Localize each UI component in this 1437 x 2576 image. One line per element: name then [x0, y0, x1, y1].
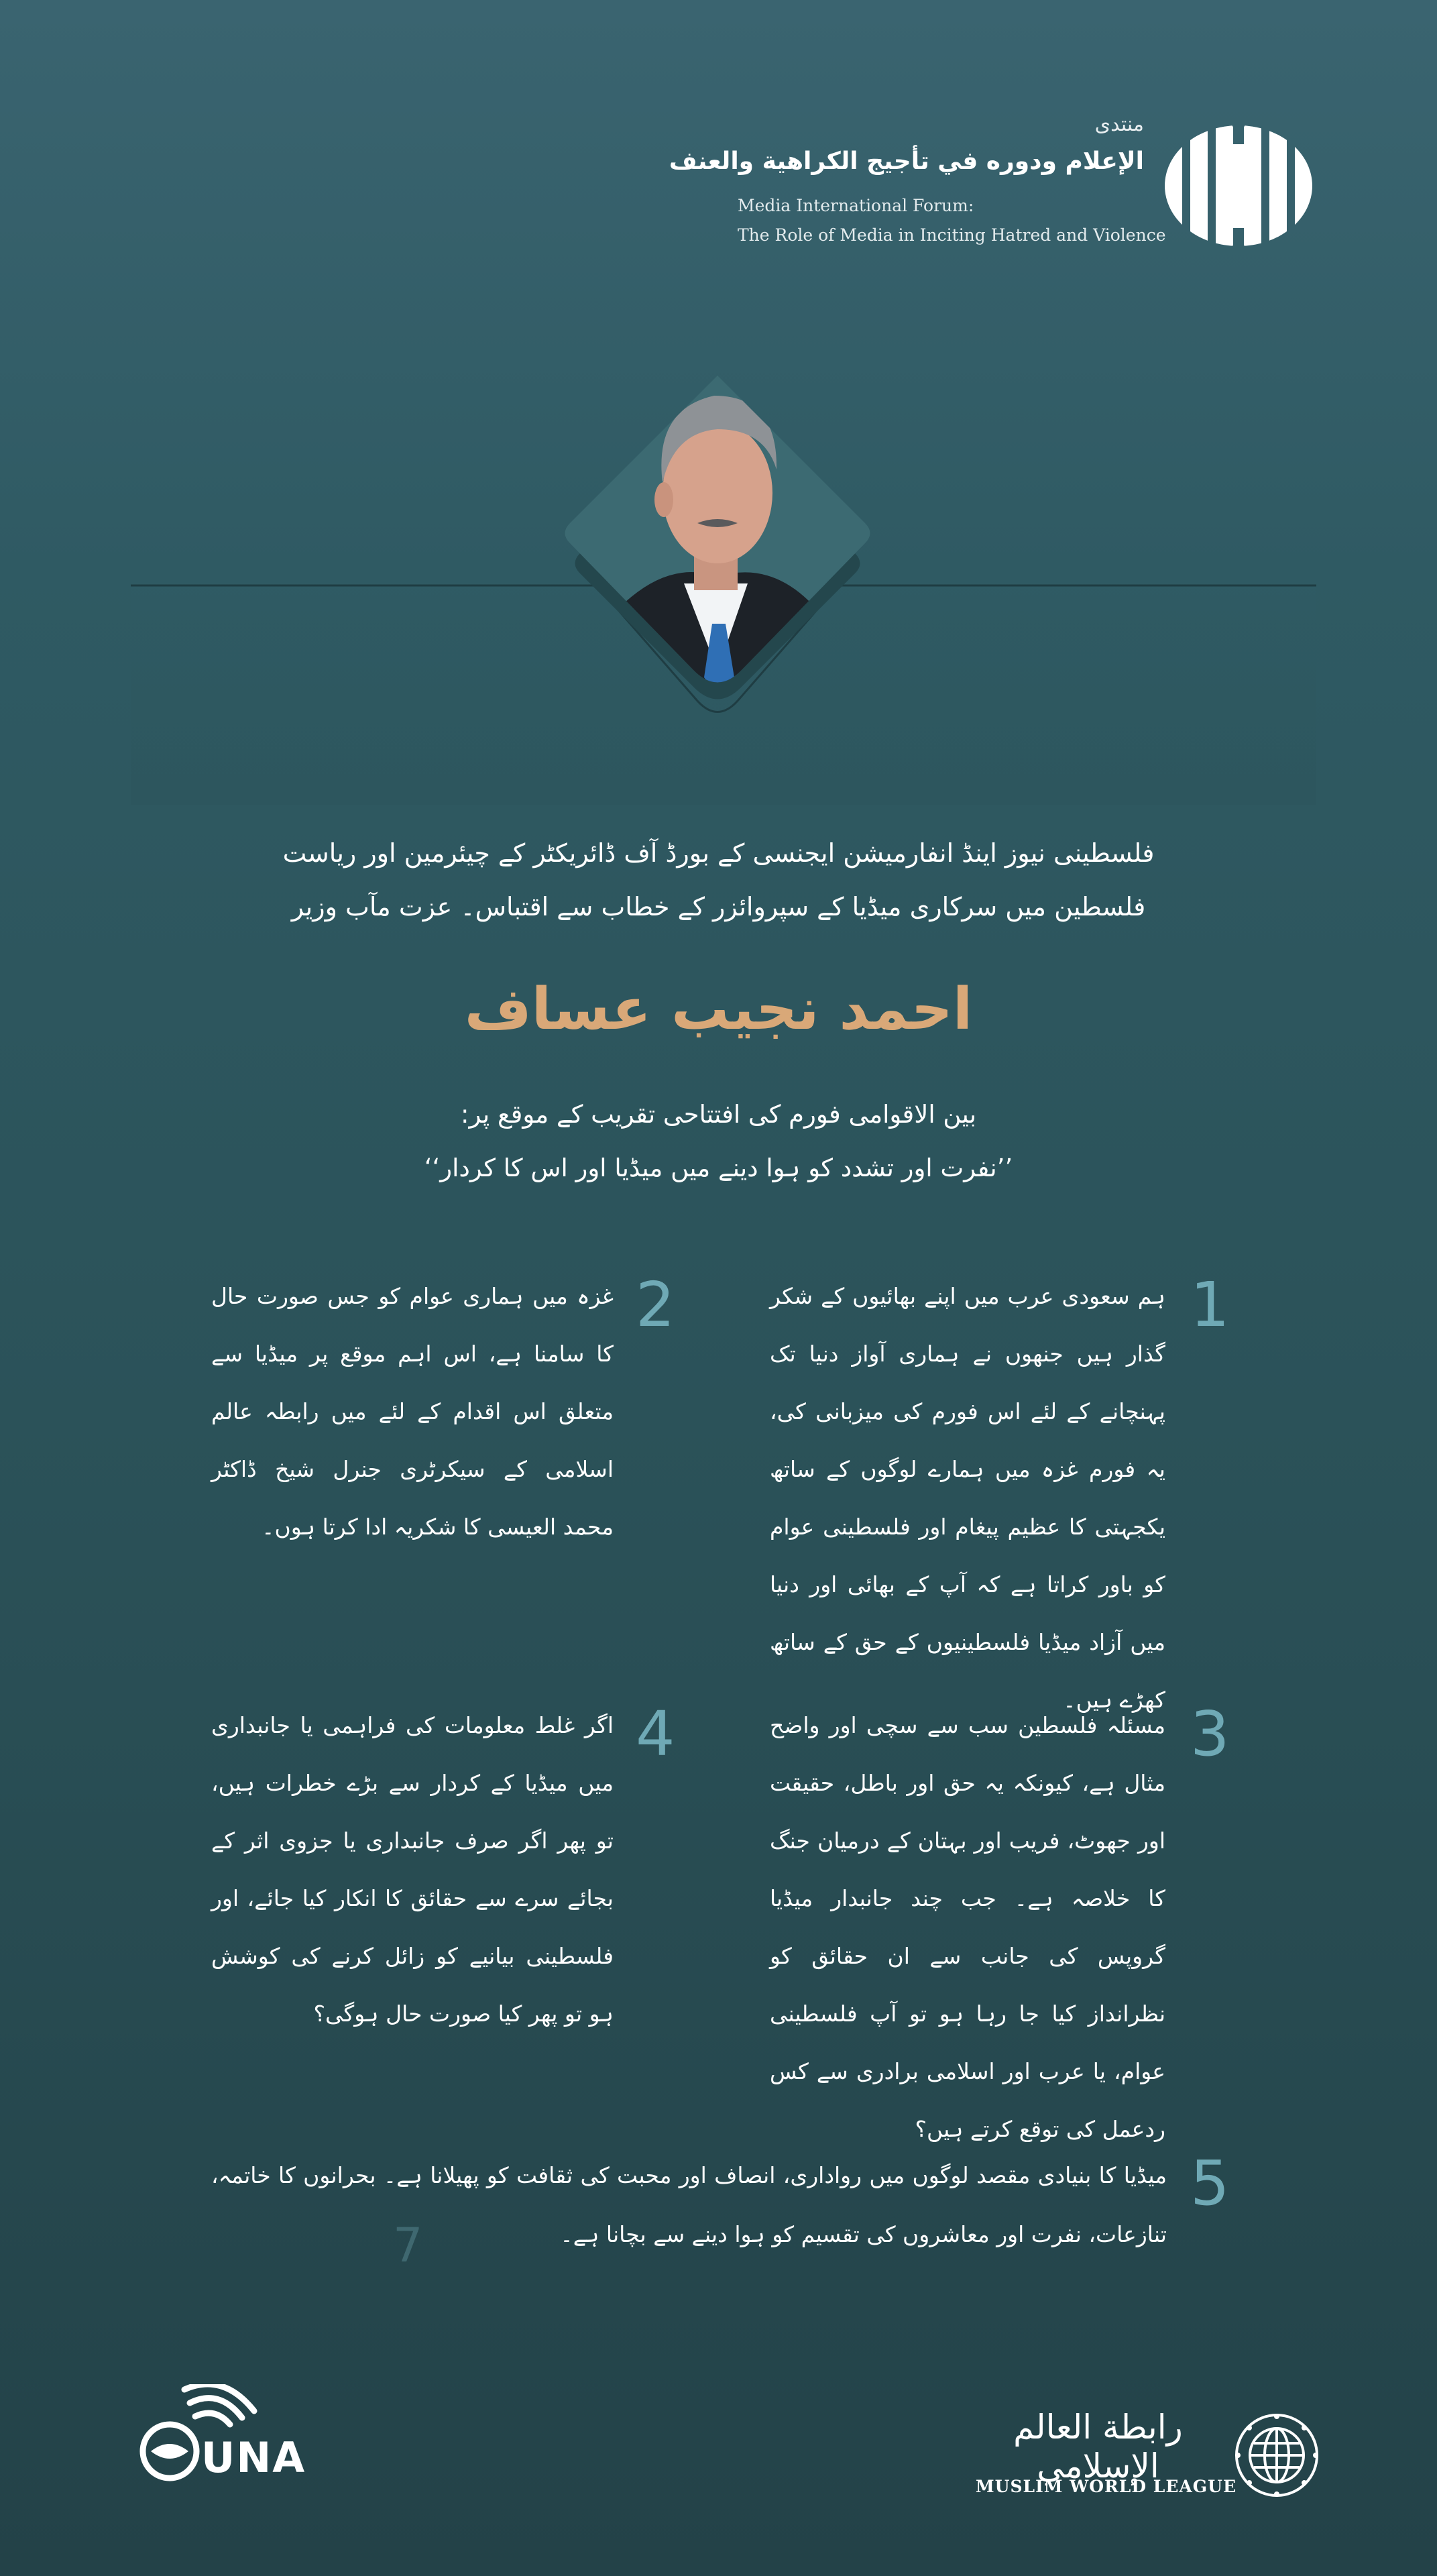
quote-4-number: 4	[636, 1698, 675, 1770]
quote-3-number: 3	[1190, 1698, 1230, 1770]
intro-line-2: فلسطین میں سرکاری میڈیا کے سپروائزر کے خطاب سے اقتباس۔ عزت مآب وزیر	[291, 892, 1146, 921]
occasion-line-2: ’’نفرت اور تشدد کو ہوا دینے میں میڈیا اور اس کا کردار‘‘	[424, 1154, 1013, 1182]
quote-2-number: 2	[636, 1269, 675, 1341]
forum-title-ar: الإعلام ودوره في تأجيج الكراهية والعنف	[669, 148, 1144, 175]
speaker-name: احمد نجیب عساف	[464, 976, 973, 1043]
mwl-name-en: MUSLIM WORLD LEAGUE	[976, 2477, 1237, 2496]
mwl-name-ar: رابطة العالم الإسلامي	[1013, 2408, 1183, 2485]
forum-title-en-line1: Media International Forum:	[738, 196, 974, 215]
quote-5-number: 5	[1190, 2147, 1230, 2219]
forum-label-ar: منتدى	[1094, 113, 1144, 136]
quote-3-text: مسئلہ فلسطین سب سے سچی اور واضح مثال ہے، کیونکہ یہ حق اور باطل، حقیقت اور جھوٹ، فریب اور بہتان کے درمیان جنگ کا خلاصہ ہے۔ جب چند جانبدار میڈیا گروپس کی جانب سے ان حقائق کو نظرانداز کیا جا رہا ہو تو آپ فلسطینی عوام، یا عرب اور اسلامی برادری سے کس ردعمل کی توقع کرتے ہیں؟	[770, 1712, 1165, 2142]
faded-number: 7	[393, 2218, 423, 2273]
quote-1-text: ہم سعودی عرب میں اپنے بھائیوں کے شکر گذار ہیں جنھوں نے ہماری آواز دنیا تک پہنچانے کے لئے اس فورم کی میزبانی کی، یہ فورم غزہ میں ہمارے لوگوں کے ساتھ یکجہتی کا عظیم پیغام اور فلسطینی عوام کو باور کراتا ہے کہ آپ کے بھائی اور دنیا میں آزاد میڈیا فلسطینیوں کے حق کے ساتھ کھڑے ہیں۔	[770, 1283, 1165, 1713]
occasion-line-1: بین الاقوامی فورم کی افتتاحی تقریب کے موقع پر:	[461, 1100, 976, 1129]
quote-2-text: غزہ میں ہماری عوام کو جس صورت حال کا سامنا ہے، اس اہم موقع پر میڈیا سے متعلق اس اقدام کے لئے میں رابطہ عالم اسلامی کے سیکرٹری جنرل شیخ ڈاکٹر محمد العیسی کا شکریہ ادا کرتا ہوں۔	[211, 1283, 614, 1540]
mwl-emblem-icon	[1232, 2411, 1321, 2500]
portrait-frame-lines	[0, 0, 1437, 805]
quote-4-text: اگر غلط معلومات کی فراہمی یا جانبداری میں میڈیا کے کردار سے بڑے خطرات ہیں، تو پھر اگر صرف جانبداری یا جزوی اثر کے بجائے سرے سے حقائق کا انکار کیا جائے، اور فلسطینی بیانیے کو زائل کرنے کی کوشش ہو تو پھر کیا صورت حال ہوگی؟	[211, 1712, 614, 2027]
intro-line-1: فلسطینی نیوز اینڈ انفارمیشن ایجنسی کے بورڈ آف ڈائریکٹر کے چیئرمین اور ریاست	[282, 838, 1155, 868]
quote-1-number: 1	[1190, 1269, 1230, 1341]
forum-title-en-line2: The Role of Media in Inciting Hatred and Violence	[738, 225, 1166, 245]
quote-5-text: میڈیا کا بنیادی مقصد لوگوں میں رواداری، انصاف اور محبت کی ثقافت کو پھیلانا ہے۔ بحرانوں کا خاتمہ، تنازعات، نفرت اور معاشروں کی تقسیم کو ہوا دینے سے بچانا ہے۔	[211, 2162, 1167, 2247]
una-wordmark: UNA	[201, 2433, 306, 2482]
